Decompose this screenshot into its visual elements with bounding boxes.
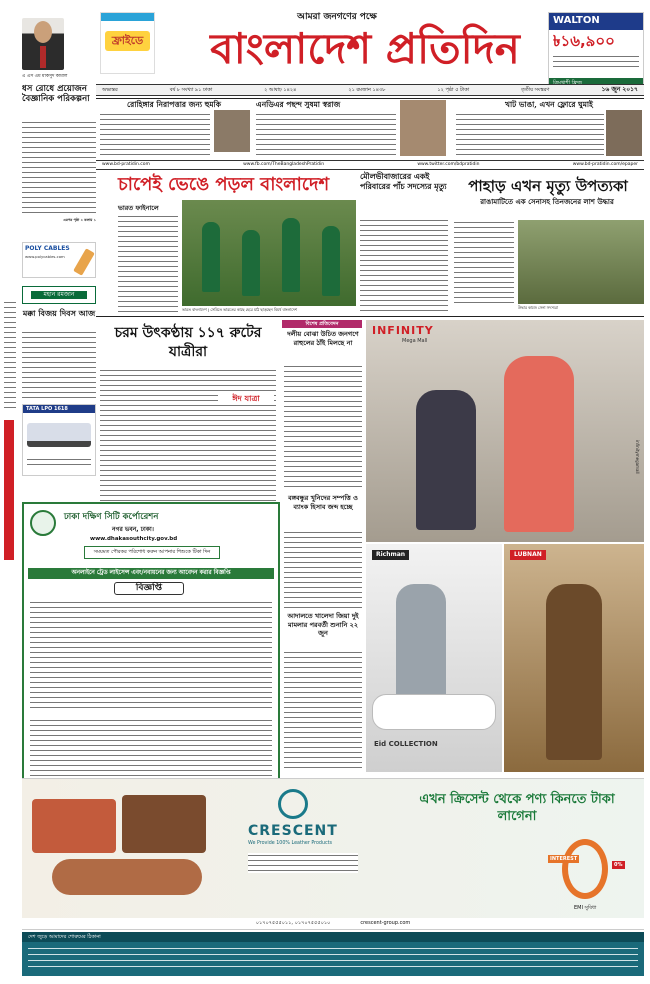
crescent-contact [22,918,644,930]
special-tag: বিশেষ প্রতিবেদন [282,320,362,328]
walton-logo: WALTON [549,13,643,30]
dscc-logo [30,510,56,536]
friday-promo[interactable] [100,12,155,74]
strip-pages: ১২ পৃষ্ঠা ৫ টাকা [437,86,470,93]
dscc-slogan: সময়মত পৌরকর পরিশোধ করুন আপনার শিশুকে টিকা দিন [84,546,220,559]
mid-story-3-headline: আদালতে খালেদা জিয়া দুই মামলার পরবর্তী শুনানি ২২ জুন [287,612,359,637]
crescent-site[interactable]: crescent-group.com [360,920,411,927]
top-story-1-title: রোহিঙ্গার নিরাপত্তার জন্য হুমকি [127,100,221,109]
crescent-emi: EMI সুবিধা [574,905,597,911]
mid-story-2-headline: বঙ্গবন্ধুর খুনিদের সম্পত্তি ও ব্যাংক হিসাব জব্দ হচ্ছে [288,494,358,511]
column-headline: ধস রোধে প্রয়োজন বৈজ্ঞানিক পরিকল্পনা [22,84,90,104]
rangamati-sub: রাঙামাটিতে এক সেনাসহ তিনজনের লাশ উদ্ধার [480,198,614,206]
richman-logo: Richman [372,550,409,560]
richman-eid: Eid COLLECTION [374,740,438,748]
showroom-strip-title: দেশ জুড়ে আমাদের শোরুমের ঠিকানা [22,932,644,942]
dscc-notice-title: বিজ্ঞপ্তি [114,582,184,595]
polycables-ad[interactable] [22,242,96,278]
facebook-link[interactable]: www.fb.com/TheBangladeshPratidin [243,162,325,168]
columnist-photo [22,18,64,70]
dscc-subtitle: নগর ভবন, ঢাকা। [112,526,154,533]
columnist-name: এ এস এম মাকসুদ কামাল [22,74,68,79]
infinity-sub: Mega Mall [402,338,428,344]
lead-text [118,214,178,314]
second-lead-headline: চরম উৎকণ্ঠায় ১১৭ রুটের যাত্রীরা [114,325,262,360]
top-story-3-title: খাট ভাঙা, এখন ফ্লোরে ঘুমাই [505,100,593,109]
richman-ad[interactable] [366,544,502,772]
epaper-link[interactable]: www.bd-pratidin.com/epaper [572,162,638,168]
crescent-interest-label: INTEREST [550,856,578,862]
tata-model: TATA LPO 1618 [23,405,95,413]
web-link[interactable]: www.bd-pratidin.com [102,162,150,168]
lubnan-logo: LUBNAN [510,550,546,560]
crescent-interest-value: 0% [614,862,623,868]
crescent-logo-mark [278,789,308,819]
dscc-title: ঢাকা দক্ষিণ সিটি কর্পোরেশন [64,512,159,522]
showroom-strip [22,932,644,976]
dscc-url[interactable]: www.dhakasouthcity.gov.bd [90,536,178,542]
top-story-1-photo [214,110,250,152]
walton-ad[interactable] [548,12,644,84]
top-story-2-photo [400,100,446,156]
strip-hijri-date: ২১ রমজান ১৪৩৮ [348,86,386,93]
strip-edition: অভ্যন্তর [102,86,118,93]
rangamati-photo [518,220,644,304]
lubnan-ad[interactable] [504,544,644,772]
rangamati-headline: পাহাড় এখন মৃত্যু উপত্যকা [468,177,628,195]
strip-bangla-date: ২ আষাঢ় ১৪২৪ [264,86,297,93]
infinity-ad[interactable] [366,320,644,542]
lead-photo [182,200,356,306]
lead-kicker: ভারত ফাইনালে [118,204,159,212]
rangamati-caption: উদ্ধার কাজে সেনা সদস্যরা [518,305,558,310]
side-logo-strip [4,420,14,560]
eid-travel-tag: ঈদ যাত্রা [218,394,274,404]
mid-story-1-headline: দলীয় বোঝা উচিত জনগণে রাহুলের ঠাঁই মিলছে না [287,330,359,347]
infinity-handle: infinitymegamall [635,440,640,474]
polycables-logo: POLY CABLES [25,245,70,252]
twitter-link[interactable]: www.twitter.com/bdpratidin [417,162,480,168]
dscc-banner: অনলাইনে ট্রেড লাইসেন্স এবং/নবায়নের জন্য আবেদন করার বিজ্ঞপ্তি [28,568,274,579]
strip-date: ১৬ জুন ২০১৭ [601,86,638,94]
masthead-tagline: আমরা জনগণের পক্ষে [297,12,377,22]
crescent-zero [562,839,608,899]
masthead-strip [96,84,644,96]
infinity-logo: INFINITY [372,324,434,337]
column-text [22,120,96,216]
crescent-tagline: We Provide 100% Leather Products [248,841,333,846]
top-story-3-photo [606,110,642,156]
moulvibazar-headline: মৌলভীবাজারের একই পরিবারের পাঁচ সদস্যের মৃত্যু [360,172,447,191]
strip-issue: বর্ষ ৮ সংখ্যা ৯১ ঢাকা [169,86,213,93]
polycables-url: www.polycables.com [25,253,65,259]
crescent-ad[interactable] [22,778,644,918]
lead-headline: চাপেই ভেঙে পড়ল বাংলাদেশ [118,174,330,195]
victory-headline: মক্কা বিজয় দিবস আজ [22,308,96,318]
lead-caption: ভারত বাংলাদেশ | সেমিতে ভারতের কাছে হেরে মাঠ ছাড়ছেন বিমর্ষ বাংলাদেশ [182,307,297,312]
crescent-logo: CRESCENT [248,823,338,839]
tata-bus-ad[interactable] [22,404,96,476]
masthead-title: বাংলাদেশ প্রতিদিন [210,24,520,73]
url-bar [96,160,644,170]
top-story-2-title: এনডিএর পছন্দ সুষমা স্বরাজ [256,100,341,109]
strip-print: তৃতীয় সংস্করণ [521,86,550,93]
crescent-slogan: এখন ক্রিসেন্ট থেকে পণ্য কিনতে টাকা লাগেনা [419,792,615,824]
walton-price: ৳১৬,৯০০ [553,31,615,50]
ramadan-box: মহান রমজান [22,286,96,304]
crescent-phone[interactable]: ০১৭০৭৫৫৫০১১, ০১৭০৭৫৫৫০১০ [255,920,331,927]
friday-promo-title: ফ্রাইডে [105,31,150,51]
